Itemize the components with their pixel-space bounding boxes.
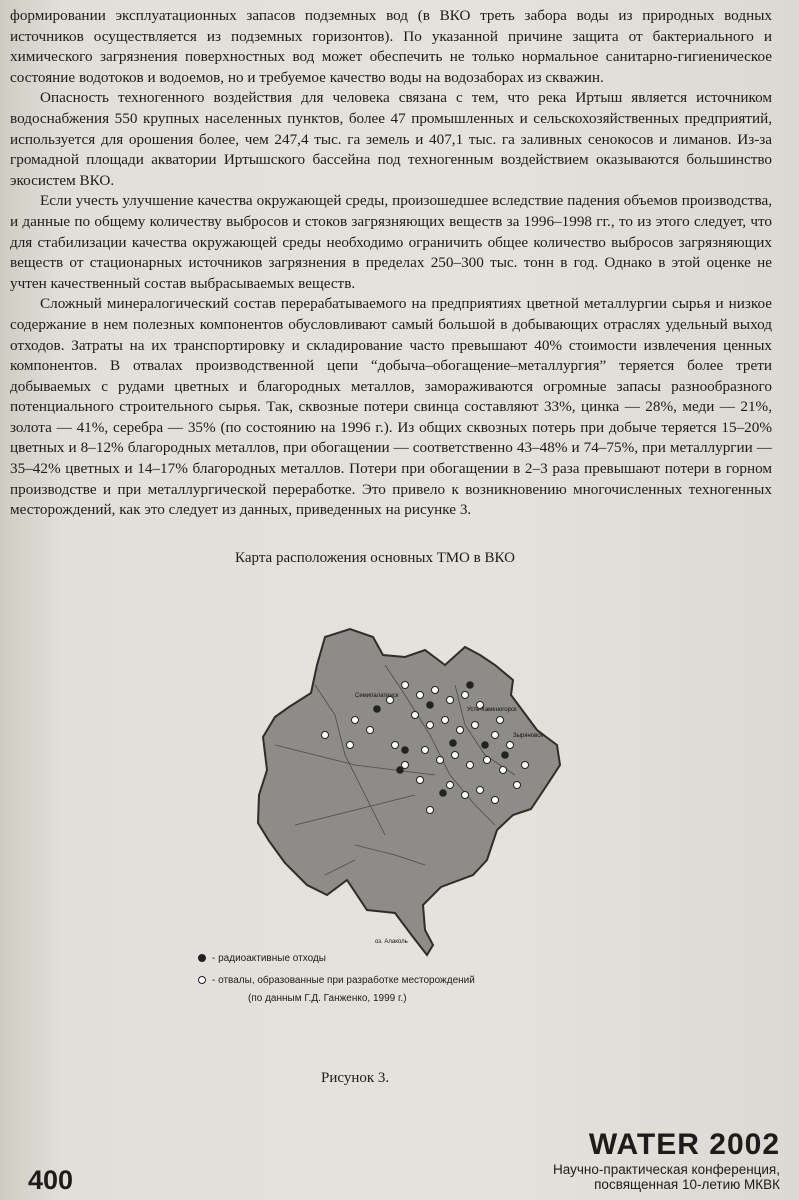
- logo-subtitle-line-2: посвященная 10-летию МКВК: [594, 1177, 780, 1192]
- legend-dumps-label: - отвалы, образованные при разработке месторождений: [212, 974, 475, 986]
- figure-caption: Рисунок 3.: [321, 1070, 390, 1086]
- logo-title: WATER 2002: [588, 1128, 780, 1161]
- dump-marker: [442, 717, 449, 724]
- label-semipalatinsk: Семипалатинск: [355, 693, 399, 699]
- paragraph-2: Опасность техногенного воздействия для человека связана с тем, что река Иртыш является источником водоснабжения 550 крупных населенных пунктов, более 47 промышленных и сельскохозяйственных предприятий, используется для орошения более, чем 247,4 тыс. га земель и 407,1 тыс. га заливных сенокосов и лиманов. Из-за громадной площади акватории Иртышского бассейна под техногенным воздействием оказываются большинство экосистем ВКО.: [10, 89, 772, 189]
- legend-radioactive: [198, 947, 475, 969]
- radioactive-marker: [449, 739, 457, 747]
- label-ust-kamenogorsk: Усть-Каменогорск: [467, 707, 517, 713]
- paragraph-1: формировании эксплуатационных запасов подземных вод (в ВКО треть забора воды из природных водных источников осуществляется из подземных горизонтов). По указанной причине защита от бактериального и химического загрязнения поверхностных вод может обеспечить не только нормальное санитарно-гигиеническое состояние водотоков и водоемов, но и требуемое качество воды на водозаборах из скважин.: [10, 7, 772, 86]
- dump-marker: [472, 722, 479, 729]
- label-zyryanovsk: Зыряновск: [513, 733, 543, 739]
- dump-marker: [417, 777, 424, 784]
- radioactive-marker: [501, 751, 509, 759]
- dump-marker: [500, 767, 507, 774]
- dump-marker: [507, 742, 514, 749]
- paragraph-3: Если учесть улучшение качества окружающей среды, произошедшее вследствие падения объемов производства, и данные по общему количеству выбросов и стоков загрязняющих веществ за 1996–1998 гг., то из этого следует, что для стабилизации качества окружающей среды необходимо ограничить общее количество выбросов загрязняющих веществ от стационарных источников загрязнения в пределах 250–300 тыс. тонн в год. Однако в этой оценке не учтен качественный состав выбрасываемых веществ.: [10, 192, 772, 292]
- radioactive-marker: [396, 766, 404, 774]
- dump-marker: [462, 692, 469, 699]
- dump-marker: [457, 727, 464, 734]
- map-title: Карта расположения основных ТМО в ВКО: [235, 550, 515, 566]
- region-outline: [258, 629, 560, 955]
- dump-marker: [497, 717, 504, 724]
- radioactive-marker: [466, 681, 474, 689]
- radioactive-marker: [373, 705, 381, 713]
- legend-radioactive-label: - радиоактивные отходы: [212, 952, 326, 964]
- map-legend: [198, 947, 475, 991]
- dump-marker: [514, 782, 521, 789]
- dump-marker: [392, 742, 399, 749]
- radioactive-marker: [439, 789, 447, 797]
- conference-logo: [510, 1128, 780, 1192]
- dump-marker: [452, 752, 459, 759]
- source-note: (по данным Г.Д. Ганженко, 1999 г.): [248, 993, 407, 1004]
- dump-marker: [467, 762, 474, 769]
- dump-marker: [447, 782, 454, 789]
- page-number: 400: [28, 1165, 74, 1195]
- body-text: [10, 6, 772, 521]
- dump-marker: [422, 747, 429, 754]
- hollow-circle-icon: [198, 976, 206, 984]
- paragraph-4: Сложный минералогический состав перерабатываемого на предприятиях цветной металлургии сырья и низкое содержание в нем полезных компонентов обусловливают самый большой в добывающих отраслях удельный выход отходов. Затраты на их транспортировку и складирование часто превышают 40% стоимости извлечения ценных компонентов. В отвалах производственной цепи “добыча–обогащение–металлургия” теряется более трети добываемых с рудами цветных и благородных металлов, замораживаются огромные запасы разнообразного потенциального строительного сырья. Так, сквозные потери свинца составляют 33%, цинка — 28%, меди — 21%, золота — 41%, серебра — 35% (по состоянию на 1996 г.). Из общих сквозных потерь при добыче теряется 15–20% цветных и 8–12% благородных металлов, при обогащении — соответственно 43–48% и 74–75%, при металлургии — 35–42% цветных и 14–17% благородных металлов. Потери при обогащении в 2–3 раза превышают потери в горном производстве и при металлургической переработке. Это привело к возникновению многочисленных техногенных месторождений, как это следует из данных, приведенных на рисунке 3.: [10, 295, 772, 519]
- radioactive-marker: [481, 741, 489, 749]
- dump-marker: [447, 697, 454, 704]
- region-map: [255, 625, 600, 965]
- dump-marker: [427, 722, 434, 729]
- radioactive-marker: [426, 701, 434, 709]
- dump-marker: [322, 732, 329, 739]
- legend-dumps: [198, 969, 475, 991]
- dump-marker: [412, 712, 419, 719]
- label-alakol: оз. Алаколь: [375, 939, 408, 945]
- dump-marker: [402, 682, 409, 689]
- dump-marker: [492, 797, 499, 804]
- filled-circle-icon: [198, 954, 206, 962]
- dump-marker: [352, 717, 359, 724]
- dump-marker: [417, 692, 424, 699]
- logo-subtitle-line-1: Научно-практическая конференция,: [553, 1162, 780, 1177]
- dump-marker: [462, 792, 469, 799]
- dump-marker: [484, 757, 491, 764]
- dump-marker: [437, 757, 444, 764]
- dump-marker: [427, 807, 434, 814]
- dump-marker: [347, 742, 354, 749]
- dump-marker: [477, 787, 484, 794]
- radioactive-marker: [401, 746, 409, 754]
- dump-marker: [492, 732, 499, 739]
- dump-marker: [367, 727, 374, 734]
- dump-marker: [432, 687, 439, 694]
- dump-marker: [522, 762, 529, 769]
